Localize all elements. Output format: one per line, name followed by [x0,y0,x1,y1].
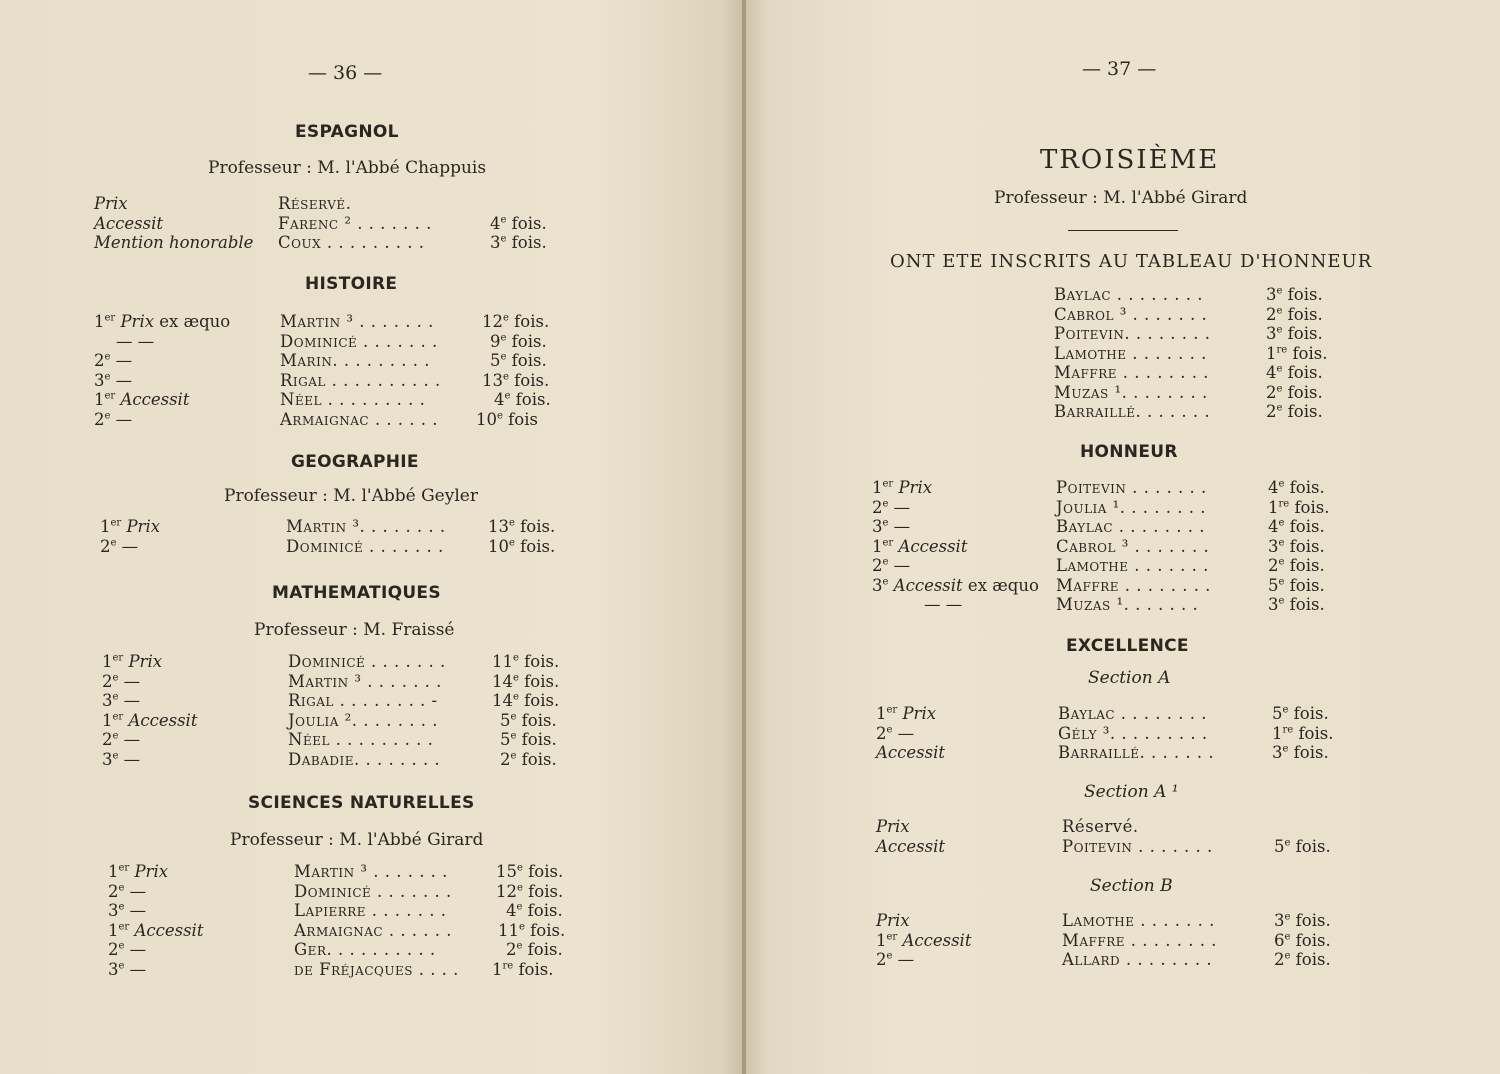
count: 4e fois. [490,213,547,233]
student-name: Barraillé. . . . . . . [1054,402,1211,421]
table-row [876,743,1376,763]
student-name: Néel . . . . . . . . . [288,730,434,749]
count: 14e fois. [492,671,560,691]
student-name: Cabrol ³ . . . . . . . [1054,304,1208,324]
student-name: Ger. . . . . . . . . . [294,940,436,959]
student-name: Poitevin. . . . . . . . [1054,324,1211,343]
prize-label: 3e — [94,370,133,390]
prize-label: 1er Accessit [872,536,968,556]
subsection-title: Section A ¹ [1084,782,1179,802]
table-row [876,724,1376,744]
table-row [876,704,1376,724]
student-name: Lapierre . . . . . . . [294,901,447,920]
prize-label: 1er Accessit [876,930,972,950]
section-heading-geographie: GEOGRAPHIE [291,452,419,472]
count: 2e fois. [1266,304,1323,324]
table-row [102,652,582,672]
count: 5e fois. [1274,836,1331,856]
prize-label: — — [924,595,963,614]
student-name: Joulia ¹. . . . . . . . [1056,497,1206,517]
prize-label: 3e — [872,517,911,536]
count: 2e fois. [1266,402,1323,421]
section-heading-mathematiques: MATHEMATIQUES [272,583,441,603]
count: 3e fois. [1268,595,1325,614]
count: 4e fois. [1266,363,1323,382]
count: 1re fois. [1272,723,1334,743]
prize-label: Prix [94,194,128,213]
table-row [876,817,1376,837]
prize-label: 1er Prix [876,704,937,723]
rows-sciences [108,862,588,979]
student-name: Poitevin . . . . . . . [1062,836,1213,856]
count: 5e fois. [500,730,557,749]
prize-label: 1er Prix [108,862,169,881]
count: 1re fois. [492,959,554,979]
table-row [102,750,582,770]
prize-label: 2e — [100,537,139,556]
student-name: Lamothe . . . . . . . [1062,911,1215,930]
student-name: Armaignac . . . . . . [280,409,439,429]
table-row [876,931,1376,951]
table-row [100,517,580,537]
table-row [872,576,1372,596]
count: 2e fois. [1266,382,1323,402]
count: 5e fois. [490,351,547,370]
student-name: Gély ³. . . . . . . . . [1058,723,1208,743]
prize-label: 2e — [876,723,915,743]
student-name: Armaignac . . . . . . [294,920,453,940]
count: 2e fois. [1268,556,1325,575]
prize-label: 2e — [876,950,915,969]
table-row [94,233,574,253]
professor-line: Professeur : M. Fraissé [254,620,455,640]
page-number: — 37 — [1082,58,1157,80]
student-name: Dominicé . . . . . . . [286,537,444,556]
prize-label: 1er Prix [872,478,933,497]
count: 4e fois. [494,390,551,409]
professor-line: Professeur : M. l'Abbé Girard [994,188,1248,208]
prize-label: 3e — [108,959,147,979]
count: 5e fois. [1272,704,1329,723]
professor-line: Professeur : M. l'Abbé Girard [230,830,484,850]
table-row [876,950,1376,970]
count: 4e fois. [1268,517,1325,536]
page-title: TROISIÈME [1040,145,1220,175]
table-row [1054,285,1354,305]
prize-label: 3e Accessit ex æquo [872,575,1039,595]
section-heading-excellence: EXCELLENCE [1066,636,1189,656]
prize-label: 3e — [108,901,147,920]
student-name: Réservé. [1062,817,1139,836]
count: 12e fois. [496,881,564,901]
count: 14e fois. [492,691,560,710]
rows-section-b [876,911,1376,970]
table-row [108,921,588,941]
student-name: Joulia ². . . . . . . . [288,710,438,730]
prize-label: 1er Accessit [108,920,204,940]
student-name: Martin ³ . . . . . . . [288,671,442,691]
prize-label: 2e — [872,497,911,517]
student-name: Dabadie. . . . . . . . [288,749,441,769]
count: 2e fois. [500,749,557,769]
table-row [1054,324,1354,344]
left-page [0,0,744,1074]
prize-label: 2e — [102,730,141,749]
tableau-heading: ONT ETE INSCRITS AU TABLEAU D'HONNEUR [890,251,1373,272]
count: 2e fois. [506,940,563,959]
prize-label: 2e — [108,881,147,901]
rows-histoire [94,312,574,429]
student-name: Néel . . . . . . . . . [280,390,426,409]
table-row [94,410,574,430]
table-row [94,332,574,352]
table-row [94,194,574,214]
student-name: Maffre . . . . . . . . [1062,930,1217,950]
count: 1re fois. [1268,497,1330,517]
table-row [1054,344,1354,364]
prize-label: Prix [876,817,910,836]
count: 1re fois. [1266,343,1328,363]
student-name: Rigal . . . . . . . . . . [280,370,441,390]
prize-label: Mention honorable [94,233,254,252]
student-name: Lamothe . . . . . . . [1054,343,1207,363]
table-row [872,517,1372,537]
rows-espagnol [94,194,574,253]
student-name: Maffre . . . . . . . . [1054,363,1209,382]
section-heading-sciences: SCIENCES NATURELLES [248,793,475,813]
prize-label: 1er Accessit [102,710,198,730]
table-row [94,214,574,234]
count: 5e fois. [1268,575,1325,595]
rows-honneur [872,478,1372,615]
student-name: Cabrol ³ . . . . . . . [1056,536,1210,556]
count: 11e fois. [498,920,566,940]
page-number: — 36 — [308,62,383,84]
table-row [94,351,574,371]
count: 3e fois. [1272,743,1329,762]
subsection-title: Section A [1088,668,1171,688]
rows-section-a1 [876,817,1376,856]
student-name: Barraillé. . . . . . . [1058,743,1215,762]
count: 6e fois. [1274,930,1331,950]
table-row [108,862,588,882]
count: 3e fois. [1266,285,1323,304]
divider-rule [1068,230,1178,231]
student-name: Baylac . . . . . . . . [1056,517,1205,536]
prize-label: Accessit [94,213,164,233]
count: 15e fois. [496,862,564,881]
student-name: Martin ³ . . . . . . . [294,862,448,881]
section-heading-histoire: HISTOIRE [305,274,398,294]
count: 10e fois. [488,537,556,556]
prize-label: 1er Prix [102,652,163,671]
table-row [102,730,582,750]
table-row [872,556,1372,576]
count: 10e fois [476,409,538,429]
prize-label: 3e — [102,749,141,769]
prize-label: 1er Prix [100,517,161,536]
professor-line: Professeur : M. l'Abbé Chappuis [208,158,487,178]
prize-label: 2e — [94,409,133,429]
prize-label: 2e — [102,671,141,691]
count: 5e fois. [500,710,557,730]
table-row [1054,363,1354,383]
count: 13e fois. [488,517,556,536]
count: 3e fois. [1274,911,1331,930]
table-row [1054,305,1354,325]
table-row [102,691,582,711]
rows-geographie [100,517,580,557]
student-name: Martin ³ . . . . . . . [280,312,434,331]
section-heading-honneur: HONNEUR [1080,442,1178,462]
prize-label: 2e — [872,556,911,575]
count: 11e fois. [492,652,560,671]
student-name: Baylac . . . . . . . . [1054,285,1203,304]
prize-label: Accessit [876,743,946,762]
table-row [876,911,1376,931]
student-name: Baylac . . . . . . . . [1058,704,1207,723]
count: 12e fois. [482,312,550,331]
table-row [94,312,574,332]
student-name: Dominicé . . . . . . . [294,881,452,901]
table-row [108,940,588,960]
prize-label: 2e — [108,940,147,959]
count: 3e fois. [1266,324,1323,343]
student-name: Farenc ² . . . . . . . [278,213,432,233]
table-row [1054,402,1354,422]
table-row [102,711,582,731]
prize-label: 3e — [102,691,141,710]
prize-label: Accessit [876,836,946,856]
student-name: Dominicé . . . . . . . [288,652,446,671]
table-row [872,595,1372,615]
student-name: Réservé. [278,194,352,213]
rows-tableau [1054,285,1354,422]
count: 3e fois. [1268,536,1325,556]
student-name: Maffre . . . . . . . . [1056,575,1211,595]
student-name: Muzas ¹. . . . . . . [1056,595,1199,614]
student-name: Dominicé . . . . . . . [280,331,438,351]
count: 3e fois. [490,233,547,252]
student-name: Martin ³. . . . . . . . [286,517,446,536]
prize-label: 1er Accessit [94,390,190,409]
table-row [102,672,582,692]
prize-label: 1er Prix ex æquo [94,312,231,331]
student-name: Marin. . . . . . . . . [280,351,430,370]
student-name: Muzas ¹. . . . . . . . [1054,382,1208,402]
rows-section-a [876,704,1376,763]
prize-label: — — [116,331,155,351]
table-row [108,901,588,921]
table-row [872,537,1372,557]
student-name: Coux . . . . . . . . . [278,233,425,252]
rows-mathematiques [102,652,582,769]
count: 9e fois. [490,331,547,351]
count: 4e fois. [506,901,563,920]
table-row [100,537,580,557]
student-name: Poitevin . . . . . . . [1056,478,1207,497]
table-row [872,478,1372,498]
right-page [746,0,1500,1074]
table-row [108,882,588,902]
professor-line: Professeur : M. l'Abbé Geyler [224,486,478,506]
table-row [108,960,588,980]
count: 4e fois. [1268,478,1325,497]
table-row [1054,383,1354,403]
student-name: Allard . . . . . . . . [1062,950,1213,969]
subsection-title: Section B [1090,876,1173,896]
prize-label: 2e — [94,351,133,370]
count: 2e fois. [1274,950,1331,969]
table-row [94,390,574,410]
student-name: de Fréjacques . . . . [294,959,459,979]
count: 13e fois. [482,370,550,390]
table-row [876,837,1376,857]
student-name: Rigal . . . . . . . . - [288,691,438,710]
table-row [872,498,1372,518]
section-heading-espagnol: ESPAGNOL [295,122,399,142]
student-name: Lamothe . . . . . . . [1056,556,1209,575]
prize-label: Prix [876,911,910,930]
table-row [94,371,574,391]
